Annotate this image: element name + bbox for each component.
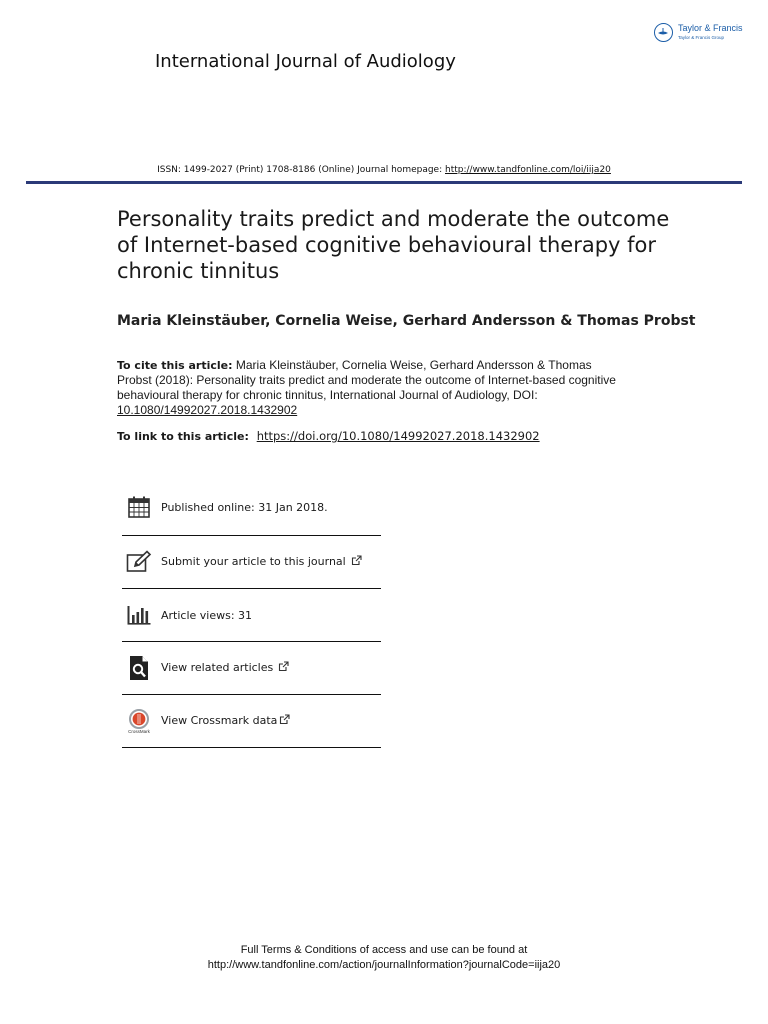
publisher-logo-icon — [654, 23, 673, 42]
crossmark-row[interactable] — [122, 695, 381, 748]
submit-article-link[interactable] — [161, 555, 362, 569]
article-info-list — [122, 479, 381, 748]
external-link-icon — [351, 555, 362, 569]
search-document-icon — [126, 655, 152, 681]
crossmark-icon — [126, 708, 152, 734]
published-date: Published online: 31 Jan 2018. — [161, 500, 328, 514]
article-views-row — [122, 589, 381, 642]
publisher-logo — [654, 22, 754, 48]
citation-block — [117, 358, 617, 418]
article-link-line — [117, 429, 540, 443]
crossmark-link[interactable] — [161, 714, 290, 728]
header-rule — [26, 181, 742, 184]
submit-article-label: Submit your article to this journal — [161, 555, 346, 568]
footer-terms-link[interactable]: http://www.tandfonline.com/action/journalInformation?journalCode=iija20 — [207, 959, 561, 971]
external-link-icon — [278, 661, 289, 675]
calendar-icon — [126, 494, 152, 520]
crossmark-logo-text: CrossMark — [128, 728, 150, 734]
article-views-count: Article views: 31 — [161, 608, 253, 622]
link-label: To link to this article: — [117, 430, 253, 443]
publisher-group: Taylor & Francis Group — [678, 35, 725, 40]
related-articles-row[interactable] — [122, 642, 381, 695]
article-title: Personality traits predict and moderate the outcome of Internet-based cognitive behavioural therapy for chronic tinnitus — [117, 207, 670, 283]
journal-title: International Journal of Audiology — [155, 51, 456, 72]
published-row — [122, 479, 381, 536]
external-link-icon — [279, 714, 290, 728]
edit-icon — [126, 549, 152, 575]
issn-text: ISSN: 1499-2027 (Print) 1708-8186 (Online) Journal homepage: — [157, 165, 445, 175]
article-authors: Maria Kleinstäuber, Cornelia Weise, Gerhard Andersson & Thomas Probst — [117, 313, 696, 329]
citation-text: Maria Kleinstäuber, Cornelia Weise, Gerhard Andersson & Thomas Probst (2018): Personality traits predict and moderate the outcome of Internet-based cognitive behavioural therapy for chronic tinnitus, International Journal of Audiology, DOI: — [117, 358, 616, 402]
citation-doi-link[interactable]: 10.1080/14992027.2018.1432902 — [117, 403, 298, 417]
submit-article-row[interactable] — [122, 536, 381, 589]
article-doi-link[interactable]: https://doi.org/10.1080/14992027.2018.1432902 — [256, 429, 540, 443]
publisher-name: Taylor & Francis — [678, 23, 743, 33]
crossmark-label: View Crossmark data — [161, 714, 278, 727]
footer-terms — [0, 943, 768, 973]
related-articles-label: View related articles — [161, 661, 274, 674]
bar-chart-icon — [126, 602, 152, 628]
journal-homepage-link[interactable]: http://www.tandfonline.com/loi/iija20 — [445, 165, 611, 175]
footer-line-1: Full Terms & Conditions of access and use can be found at — [240, 944, 528, 956]
related-articles-link[interactable] — [161, 661, 289, 675]
citation-label: To cite this article: — [117, 359, 233, 372]
issn-line — [0, 165, 768, 175]
